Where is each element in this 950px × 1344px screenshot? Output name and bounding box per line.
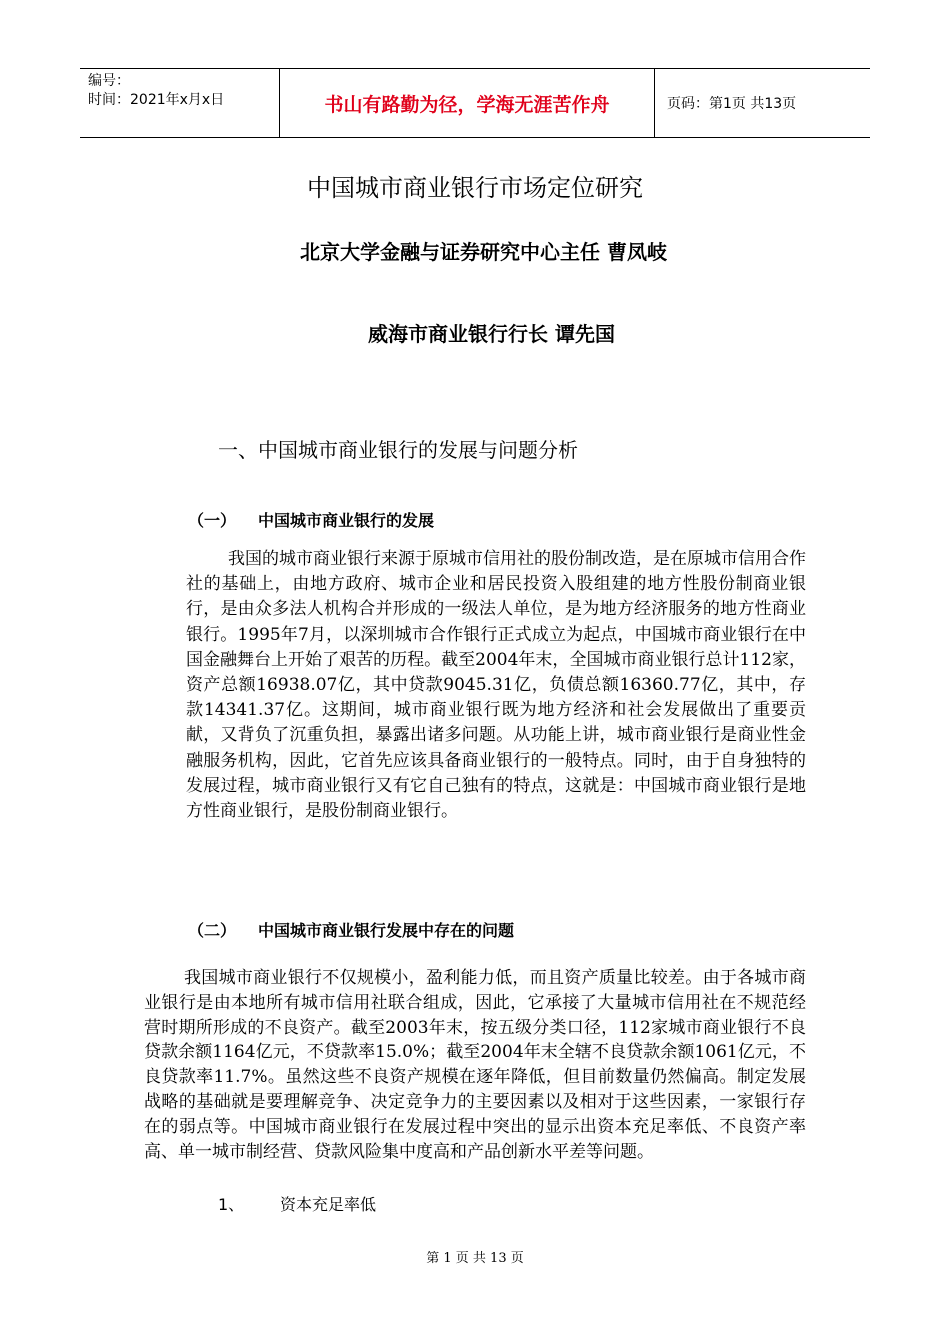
page-footer: 第 1 页 共 13 页 bbox=[426, 1251, 524, 1266]
author-1: 北京大学金融与证券研究中心主任 曹凤岐 bbox=[300, 240, 667, 264]
subsection-number: （二） bbox=[188, 921, 237, 940]
header-meta bbox=[80, 69, 280, 137]
document-title: 中国城市商业银行市场定位研究 bbox=[307, 174, 643, 202]
header-table bbox=[80, 68, 870, 138]
author-2: 威海市商业银行行长 谭先国 bbox=[368, 322, 615, 346]
subsection-title: 中国城市商业银行发展中存在的问题 bbox=[258, 921, 515, 940]
header-page-info: 页码：第1页 共13页 bbox=[667, 96, 797, 112]
list-item bbox=[218, 1192, 376, 1215]
subsection-number: （一） bbox=[188, 511, 237, 530]
time-label: 时间：2021年x月x日 bbox=[88, 92, 225, 108]
paragraph-2: 我国城市商业银行不仅规模小，盈利能力低，而且资产质量比较差。由于各城市商业银行是由本地所有城市信用社联合组成，因此，它承接了大量城市信用社在不规范经营时期所形成的不良资产。截至2003年末，按五级分类口径，112家城市商业银行不良贷款余额1164亿元，不贷款率15.0%；截至2004年末全辖不良贷款余额1061亿元，不良贷款率11.7%。虽然这些不良资产规模在逐年降低，但目前数量仍然偏高。制定发展战略的基础就是要理解竞争、决定竞争力的主要因素以及相对于这些因素，一家银行存在的弱点等。中国城市商业银行在发展过程中突出的显示出资本充足率低、不良资产率高、单一城市制经营、贷款风险集中度高和产品创新水平差等问题。 bbox=[144, 968, 806, 1162]
subsection-title: 中国城市商业银行的发展 bbox=[258, 511, 435, 530]
list-item-number: 1、 bbox=[218, 1195, 245, 1214]
subsection-heading-1 bbox=[188, 508, 434, 531]
paragraph-1: 我国的城市商业银行来源于原城市信用社的股份制改造，是在原城市信用合作社的基础上，由地方政府、城市企业和居民投资入股组建的地方性股份制商业银行，是由众多法人机构合并形成的一级法人单位，是为地方经济服务的地方性商业银行。1995年7月，以深圳城市合作银行正式成立为起点，中国城市商业银行在中国金融舞台上开始了艰苦的历程。截至2004年末，全国城市商业银行总计112家，资产总额16938.07亿，其中贷款9045.31亿，负债总额16360.77亿，其中，存款14341.37亿。这期间，城市商业银行既为地方经济和社会发展做出了重要贡献，又背负了沉重负担，暴露出诸多问题。从功能上讲，城市商业银行是商业性金融服务机构，因此，它首先应该具备商业银行的一般特点。同时，由于自身独特的发展过程，城市商业银行又有它自己独有的特点，这就是：中国城市商业银行是地方性商业银行，是股份制商业银行。 bbox=[186, 549, 806, 822]
number-label: 编号： bbox=[88, 73, 130, 89]
list-item-text: 资本充足率低 bbox=[280, 1195, 377, 1214]
section-heading: 一、中国城市商业银行的发展与问题分析 bbox=[218, 438, 578, 462]
header-motto: 书山有路勤为径，学海无涯苦作舟 bbox=[280, 69, 655, 137]
subsection-heading-2 bbox=[188, 918, 514, 941]
